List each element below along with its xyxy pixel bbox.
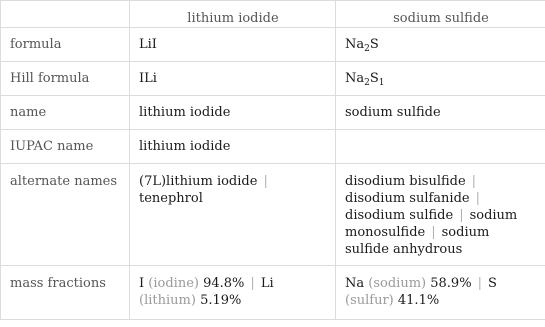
- element-name: (iodine): [148, 276, 199, 291]
- separator: |: [250, 276, 255, 291]
- separator: |: [471, 174, 477, 189]
- row-label-hill-formula: Hill formula: [1, 62, 130, 96]
- alternate-name: tenephrol: [139, 191, 203, 206]
- header-row: [1, 1, 545, 28]
- element-name: (sodium): [368, 276, 427, 291]
- name-lithium-iodide: lithium iodide: [130, 96, 336, 130]
- formula-sodium-sulfide: [336, 28, 545, 62]
- row-formula: [1, 28, 545, 62]
- corner-cell: [1, 1, 130, 28]
- row-label-iupac-name: IUPAC name: [1, 130, 130, 164]
- alternate-name: sodium monosulfide: [345, 208, 518, 240]
- element-symbol: S: [487, 276, 497, 291]
- mass-fractions-sodium-sulfide: [336, 266, 545, 320]
- alternate-names-lithium-iodide: [130, 164, 336, 266]
- element-name: (sulfur): [345, 293, 394, 308]
- alternate-name: disodium sulfide: [345, 208, 454, 223]
- row-label-name: name: [1, 96, 130, 130]
- formula-subscript: 2: [364, 44, 370, 54]
- row-mass-fractions: [1, 266, 545, 320]
- separator: |: [477, 276, 482, 291]
- element-symbol: I: [139, 276, 145, 291]
- row-iupac-name: [1, 130, 545, 164]
- mass-fraction-value: 58.9%: [430, 276, 472, 291]
- alternate-name: sodium sulfide anhydrous: [345, 225, 490, 257]
- name-sodium-sulfide: sodium sulfide: [336, 96, 545, 130]
- hill-formula-sodium-sulfide: [336, 62, 545, 96]
- iupac-name-lithium-iodide: lithium iodide: [130, 130, 336, 164]
- row-label-alternate-names: alternate names: [1, 164, 130, 266]
- row-hill-formula: [1, 62, 545, 96]
- row-name: [1, 96, 545, 130]
- element-name: (lithium): [139, 293, 196, 308]
- separator: |: [459, 208, 464, 223]
- row-alternate-names: [1, 164, 545, 266]
- separator: |: [475, 191, 480, 206]
- element-symbol: Li: [260, 276, 274, 291]
- mass-fraction-value: 94.8%: [203, 276, 245, 291]
- mass-fraction-value: 41.1%: [397, 293, 440, 308]
- formula-subscript: 1: [378, 78, 385, 88]
- iupac-name-sodium-sulfide: [336, 130, 545, 164]
- formula-lithium-iodide: LiI: [130, 28, 336, 62]
- mass-fractions-lithium-iodide: [130, 266, 336, 320]
- row-label-mass-fractions: mass fractions: [1, 266, 130, 320]
- formula-part: S: [369, 37, 379, 52]
- separator: |: [431, 225, 436, 240]
- hill-formula-lithium-iodide: ILi: [130, 62, 336, 96]
- alternate-name: disodium sulfanide: [345, 191, 470, 206]
- alternate-names-sodium-sulfide: [336, 164, 545, 266]
- alternate-name: (7L)lithium iodide: [139, 174, 258, 189]
- column-header-sodium-sulfide: sodium sulfide: [336, 1, 545, 28]
- column-header-lithium-iodide: lithium iodide: [130, 1, 336, 28]
- separator: |: [263, 174, 268, 189]
- formula-subscript: 2: [364, 78, 370, 88]
- row-label-formula: formula: [1, 28, 130, 62]
- alternate-name: disodium bisulfide: [345, 174, 466, 189]
- formula-part: S: [369, 71, 379, 86]
- mass-fraction-value: 5.19%: [200, 293, 242, 308]
- formula-part: Na: [345, 37, 365, 52]
- formula-part: Na: [345, 71, 365, 86]
- element-symbol: Na: [345, 276, 365, 291]
